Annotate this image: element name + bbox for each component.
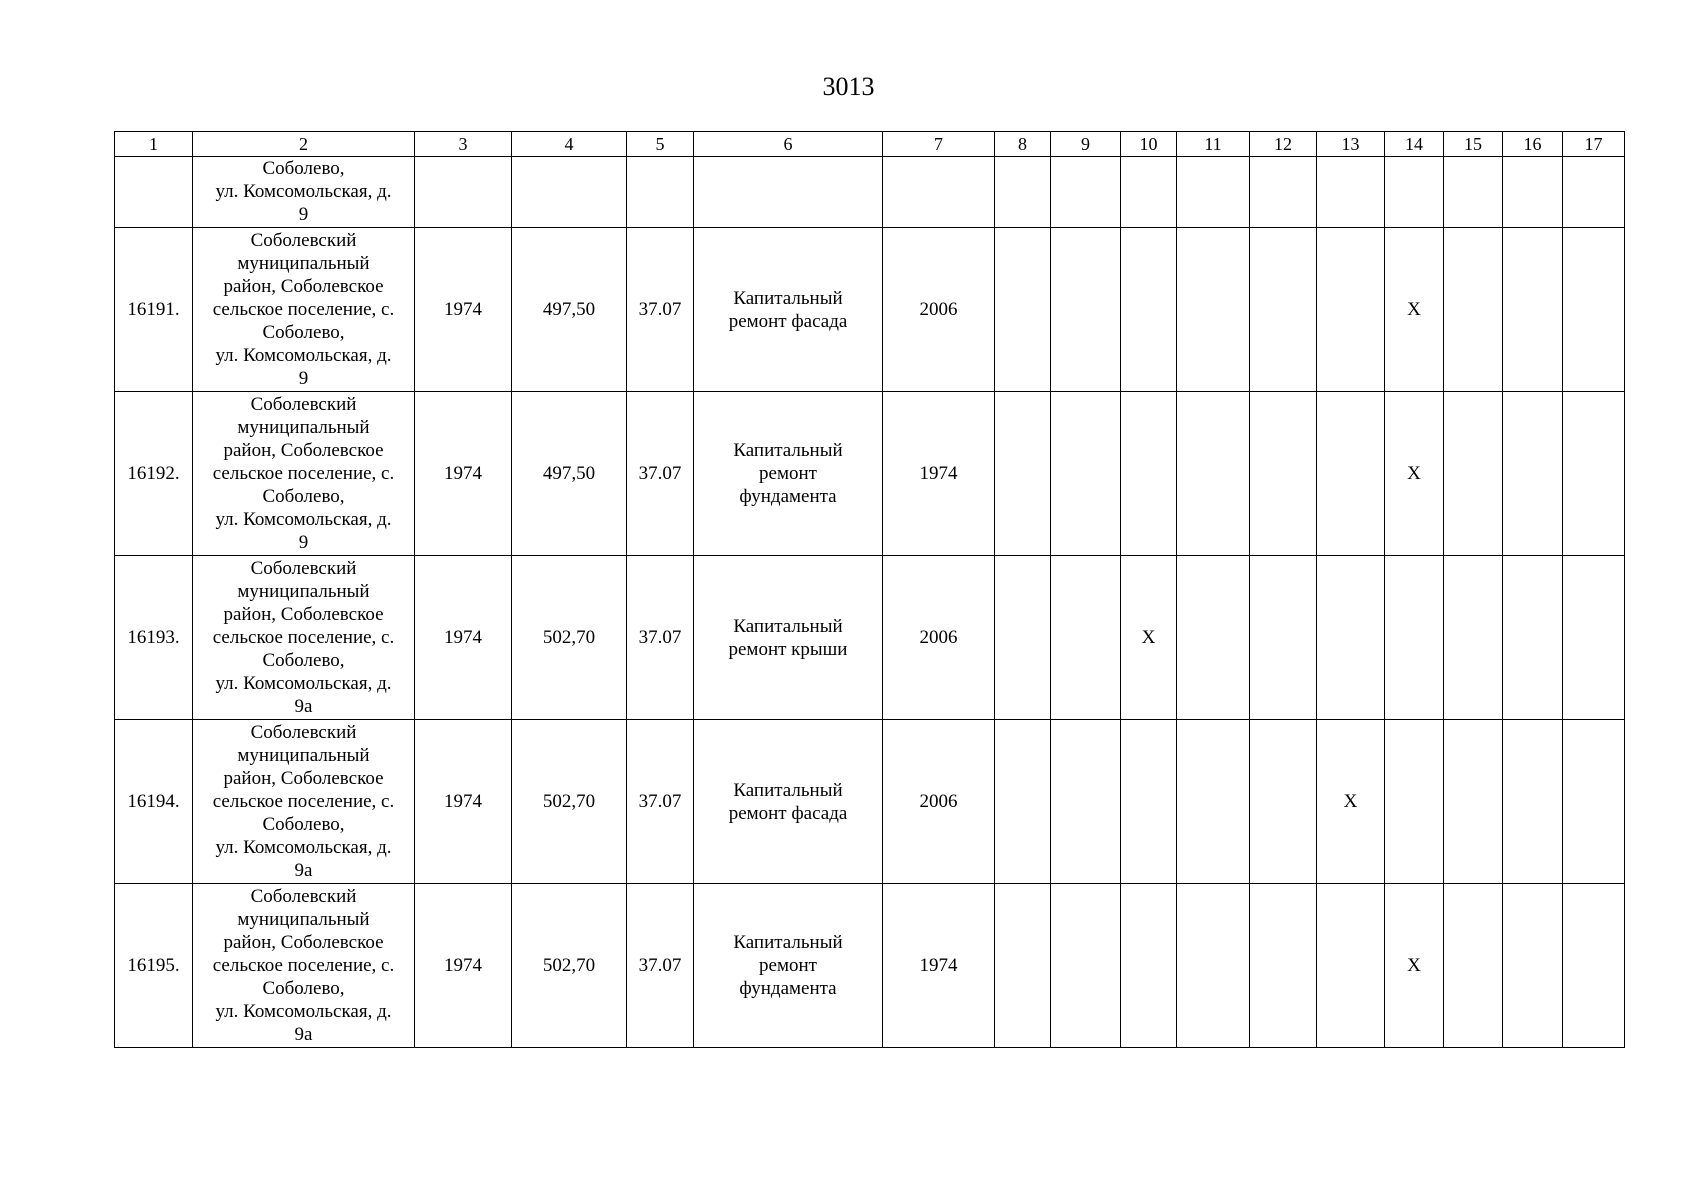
period-mark-cell [1563,720,1625,884]
period-mark-cell [1051,228,1121,392]
period-mark-cell [1503,720,1563,884]
period-mark-cell [1250,228,1317,392]
empty-cell [415,157,512,228]
empty-cell [512,157,627,228]
column-header: 11 [1177,132,1250,157]
period-mark-cell [1250,556,1317,720]
period-mark-cell [1563,884,1625,1048]
period-mark-cell [1444,720,1503,884]
period-mark-cell [995,392,1051,556]
address-cell: Соболево, ул. Комсомольская, д. 9 [193,157,415,228]
repair-schedule-table [114,131,1625,1048]
percent-cell: 37.07 [627,884,694,1048]
column-header: 8 [995,132,1051,157]
address-cell: Соболевский муниципальный район, Соболевское сельское поселение, с. Соболево, ул. Комсомольская, д. 9а [193,556,415,720]
last-repair-year-cell: 1974 [883,392,995,556]
year-built-cell: 1974 [415,228,512,392]
address-cell: Соболевский муниципальный район, Соболевское сельское поселение, с. Соболево, ул. Комсомольская, д. 9а [193,884,415,1048]
period-mark-cell [1051,392,1121,556]
period-mark-cell [1563,556,1625,720]
work-type-cell: Капитальный ремонт фундамента [694,392,883,556]
empty-cell [694,157,883,228]
period-mark-cell [1444,556,1503,720]
period-mark-cell [1317,884,1385,1048]
area-cell: 497,50 [512,228,627,392]
period-mark-cell [1051,720,1121,884]
address-cell: Соболевский муниципальный район, Соболевское сельское поселение, с. Соболево, ул. Комсомольская, д. 9 [193,228,415,392]
table-row [115,556,1625,720]
period-mark-cell [1051,884,1121,1048]
empty-cell [627,157,694,228]
row-number-cell [115,157,193,228]
column-header: 15 [1444,132,1503,157]
period-mark-cell [1317,556,1385,720]
period-mark-cell [1385,720,1444,884]
row-number-cell: 16195. [115,884,193,1048]
period-mark-cell [1444,884,1503,1048]
period-mark-cell [1121,228,1177,392]
period-mark-cell [1177,228,1250,392]
last-repair-year-cell: 2006 [883,720,995,884]
period-mark-cell [1503,228,1563,392]
percent-cell: 37.07 [627,392,694,556]
period-mark-cell [1121,392,1177,556]
period-mark-cell [1250,392,1317,556]
period-mark-cell [1177,556,1250,720]
area-cell: 497,50 [512,392,627,556]
period-mark-cell [995,228,1051,392]
column-header: 7 [883,132,995,157]
table-row [115,720,1625,884]
work-type-cell: Капитальный ремонт фасада [694,720,883,884]
year-built-cell: 1974 [415,720,512,884]
last-repair-year-cell: 2006 [883,556,995,720]
column-header: 13 [1317,132,1385,157]
period-mark-cell: X [1317,720,1385,884]
column-header: 16 [1503,132,1563,157]
row-number-cell: 16192. [115,392,193,556]
percent-cell: 37.07 [627,556,694,720]
period-mark-cell [1177,392,1250,556]
column-header: 10 [1121,132,1177,157]
period-mark-cell: X [1121,556,1177,720]
row-number-cell: 16193. [115,556,193,720]
column-header: 6 [694,132,883,157]
year-built-cell: 1974 [415,556,512,720]
column-number-header-row [115,132,1625,157]
area-cell: 502,70 [512,720,627,884]
column-header: 9 [1051,132,1121,157]
work-type-cell: Капитальный ремонт фасада [694,228,883,392]
empty-cell [1503,157,1563,228]
table-row [115,392,1625,556]
row-number-cell: 16194. [115,720,193,884]
empty-cell [1317,157,1385,228]
year-built-cell: 1974 [415,392,512,556]
column-header: 1 [115,132,193,157]
period-mark-cell [1121,720,1177,884]
work-type-cell: Капитальный ремонт фундамента [694,884,883,1048]
empty-cell [1051,157,1121,228]
period-mark-cell [995,720,1051,884]
column-header: 14 [1385,132,1444,157]
period-mark-cell [1317,392,1385,556]
period-mark-cell: X [1385,884,1444,1048]
area-cell: 502,70 [512,884,627,1048]
period-mark-cell [995,556,1051,720]
period-mark-cell [1503,884,1563,1048]
period-mark-cell [1177,720,1250,884]
period-mark-cell: X [1385,228,1444,392]
continuation-row [115,157,1625,228]
percent-cell: 37.07 [627,720,694,884]
period-mark-cell [1121,884,1177,1048]
period-mark-cell [995,884,1051,1048]
column-header: 12 [1250,132,1317,157]
period-mark-cell [1317,228,1385,392]
empty-cell [1444,157,1503,228]
empty-cell [1250,157,1317,228]
empty-cell [1385,157,1444,228]
area-cell: 502,70 [512,556,627,720]
empty-cell [883,157,995,228]
period-mark-cell [1250,884,1317,1048]
table-row [115,228,1625,392]
table-row [115,884,1625,1048]
period-mark-cell [1051,556,1121,720]
last-repair-year-cell: 2006 [883,228,995,392]
column-header: 5 [627,132,694,157]
year-built-cell: 1974 [415,884,512,1048]
percent-cell: 37.07 [627,228,694,392]
last-repair-year-cell: 1974 [883,884,995,1048]
period-mark-cell [1177,884,1250,1048]
period-mark-cell: X [1385,392,1444,556]
period-mark-cell [1503,392,1563,556]
period-mark-cell [1444,228,1503,392]
empty-cell [1563,157,1625,228]
column-header: 17 [1563,132,1625,157]
page-number: 3013 [822,72,875,101]
period-mark-cell [1250,720,1317,884]
period-mark-cell [1503,556,1563,720]
empty-cell [1121,157,1177,228]
empty-cell [995,157,1051,228]
column-header: 3 [415,132,512,157]
period-mark-cell [1563,228,1625,392]
column-header: 4 [512,132,627,157]
work-type-cell: Капитальный ремонт крыши [694,556,883,720]
column-header: 2 [193,132,415,157]
period-mark-cell [1563,392,1625,556]
period-mark-cell [1385,556,1444,720]
address-cell: Соболевский муниципальный район, Соболевское сельское поселение, с. Соболево, ул. Комсомольская, д. 9 [193,392,415,556]
row-number-cell: 16191. [115,228,193,392]
period-mark-cell [1444,392,1503,556]
empty-cell [1177,157,1250,228]
address-cell: Соболевский муниципальный район, Соболевское сельское поселение, с. Соболево, ул. Комсомольская, д. 9а [193,720,415,884]
